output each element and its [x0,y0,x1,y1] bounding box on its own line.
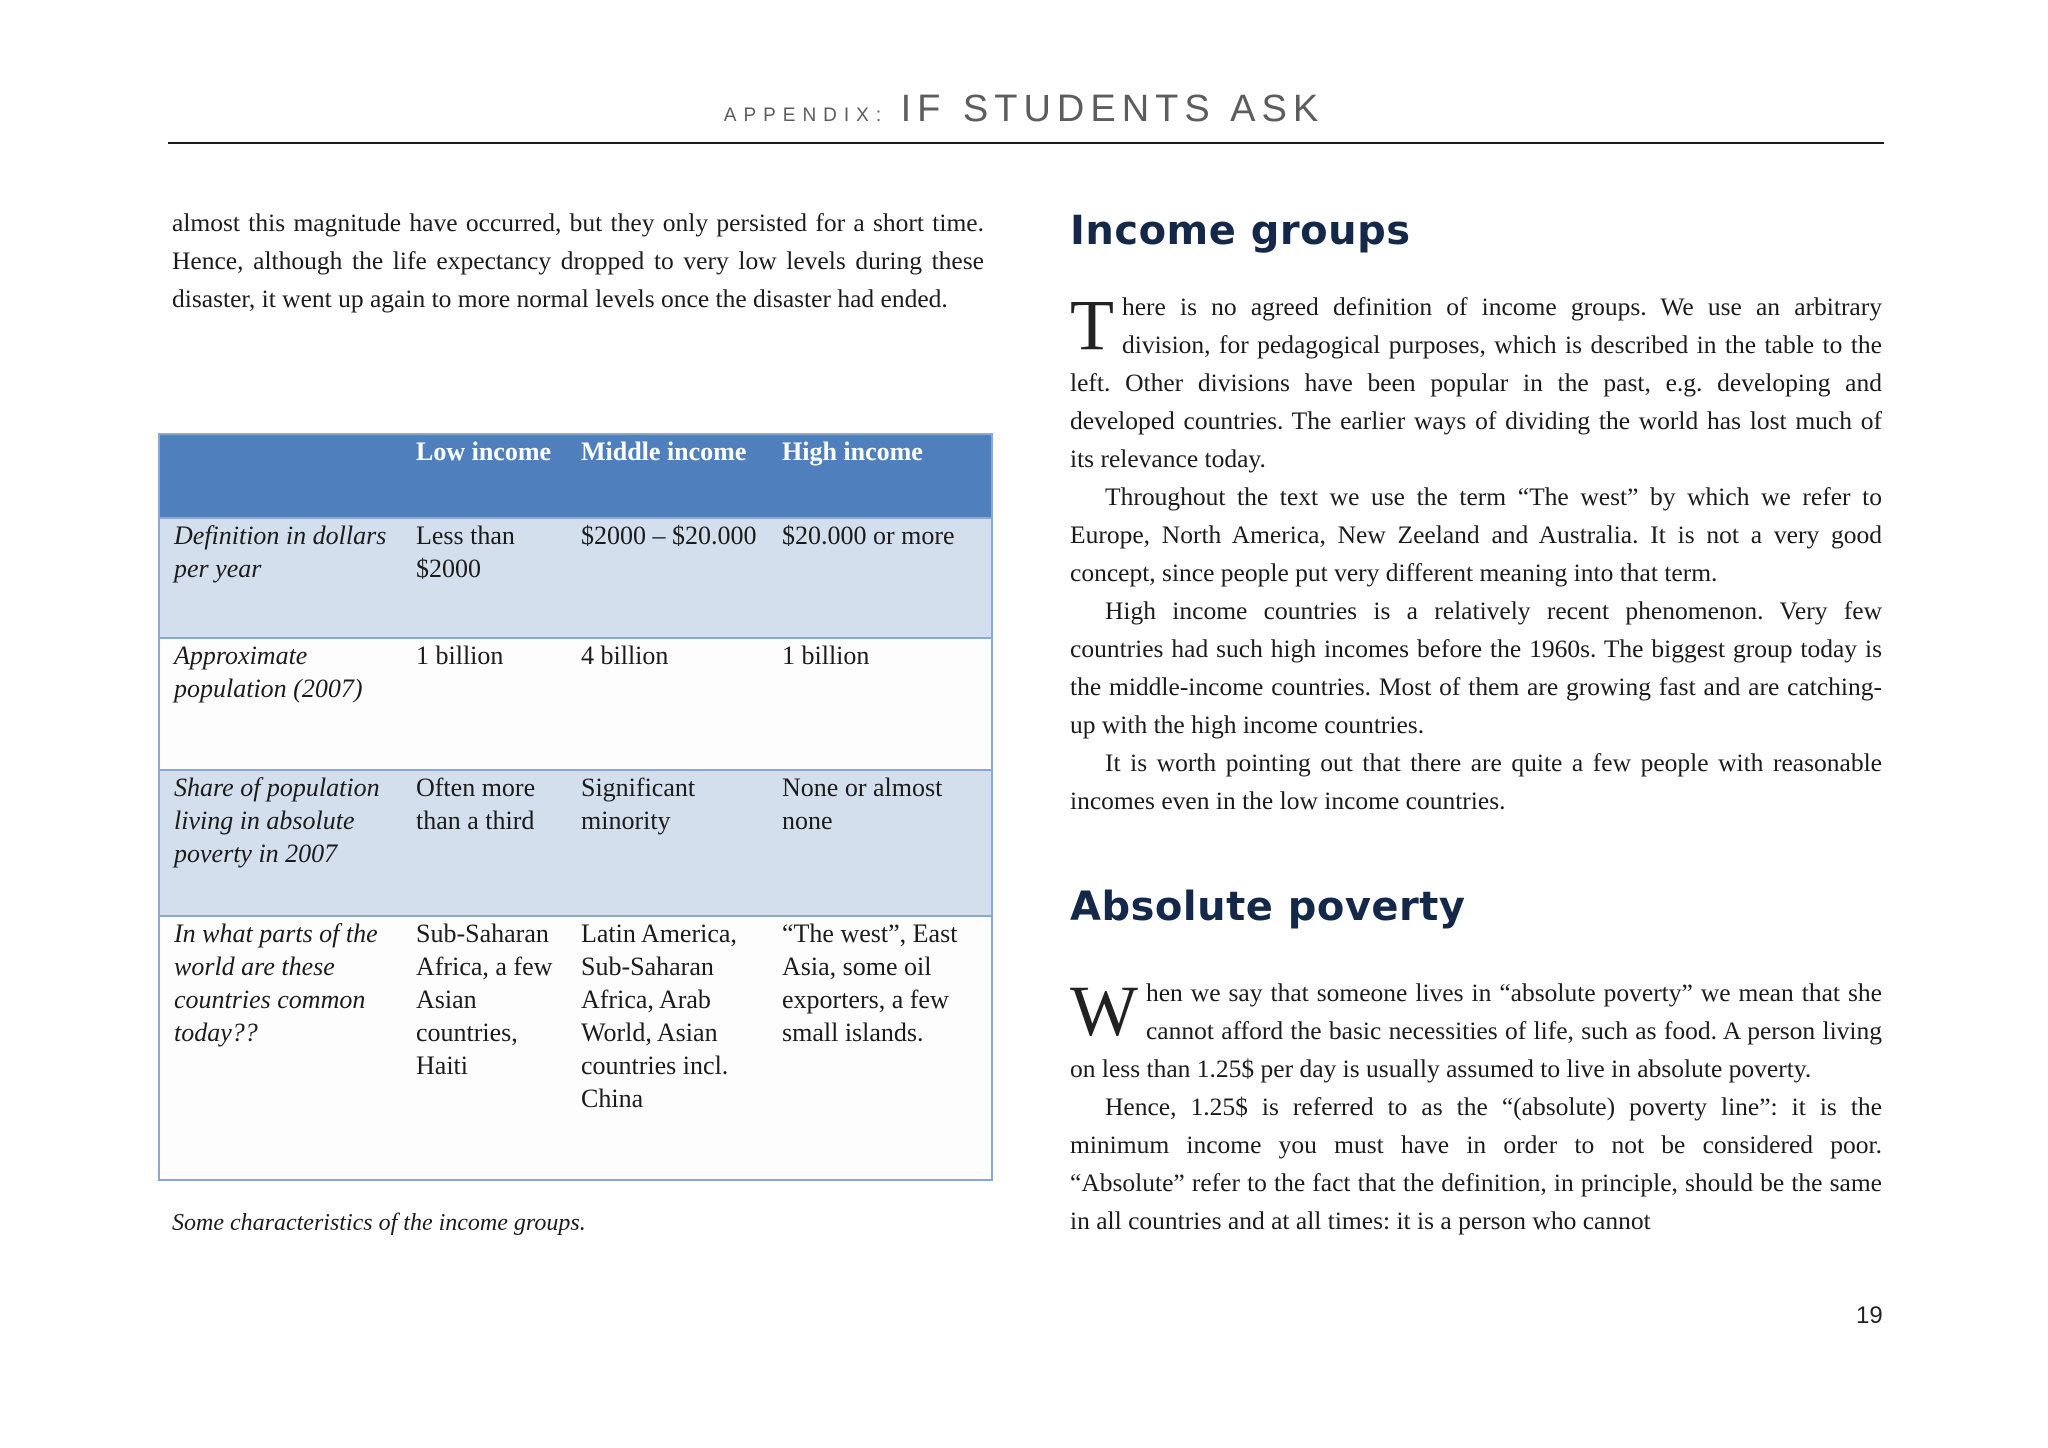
page-number: 19 [1856,1302,1883,1329]
table-cell: 1 billion [776,638,992,770]
row-label: Share of population living in absolute poverty in 2007 [159,770,410,916]
table-header-cell: High income [776,434,992,518]
absolute-poverty-para-1 [1070,971,1882,1088]
income-groups-section [1070,285,1882,820]
table-cell: $2000 – $20.000 [575,518,776,638]
table-header-cell: Low income [410,434,575,518]
income-groups-para-2: Throughout the text we use the term “The west” by which we refer to Europe, North America, New Zeeland and Australia. It is not a very good concept, since people put very different meaning into that term. [1070,482,1882,587]
table-row [159,638,992,770]
table-cell: Less than $2000 [410,518,575,638]
table-cell: $20.000 or more [776,518,992,638]
absolute-poverty-section [1070,971,1882,1240]
paragraph-text: here is no agreed definition of income groups. We use an arbitrary division, for pedagogical purposes, which is described in the table to the left. Other divisions have been popular in the past, e.g. developing and developed countries. The earlier ways of dividing the world has lost much of its relevance today. [1070,292,1882,473]
dropcap-letter: W [1070,971,1138,1051]
row-label: In what parts of the world are these countries common today?? [159,916,410,1180]
income-groups-para-4: It is worth pointing out that there are quite a few people with reasonable incomes even in the low income countries. [1070,748,1882,815]
table-cell: 1 billion [410,638,575,770]
income-groups-para-1 [1070,285,1882,478]
header-title: IF STUDENTS ASK [900,88,1325,130]
income-groups-para-3: High income countries is a relatively recent phenomenon. Very few countries had such high incomes before the 1960s. The biggest group today is the middle-income countries. Most of them are growing fast and are catching-up with the high income countries. [1070,596,1882,739]
table-header-cell: Middle income [575,434,776,518]
row-label: Definition in dollars per year [159,518,410,638]
absolute-poverty-para-2: Hence, 1.25$ is referred to as the “(absolute) poverty line”: it is the minimum income you must have in order to not be considered poor. “Absolute” refer to the fact that the definition, in principle, should be the same in all countries and at all times: it is a person who cannot [1070,1092,1882,1235]
absolute-poverty-heading: Absolute poverty [1070,884,1466,930]
table-cell: 4 billion [575,638,776,770]
table-header-cell [159,434,410,518]
table-cell: “The west”, East Asia, some oil exporters, a few small islands. [776,916,992,1180]
table-caption: Some characteristics of the income groups. [172,1210,586,1236]
page-header [0,88,2048,131]
table-row [159,518,992,638]
table-cell: Latin America, Sub-Saharan Africa, Arab World, Asian countries incl. China [575,916,776,1180]
table-row [159,770,992,916]
table-cell: Significant minority [575,770,776,916]
table-cell: None or almost none [776,770,992,916]
table-cell: Often more than a third [410,770,575,916]
income-groups-table [158,433,993,1181]
paragraph-text: hen we say that someone lives in “absolute poverty” we mean that she cannot afford the basic necessities of life, such as food. A person living on less than 1.25$ per day is usually assumed to live in absolute poverty. [1070,978,1882,1083]
header-rule [168,142,1884,144]
header-prefix: APPENDIX: [723,105,889,126]
table-cell: Sub-Saharan Africa, a few Asian countries, Haiti [410,916,575,1180]
income-groups-heading: Income groups [1070,208,1411,254]
table-header-row [159,434,992,518]
table-row [159,916,992,1180]
dropcap-letter: T [1070,285,1114,365]
row-label: Approximate population (2007) [159,638,410,770]
intro-paragraph: almost this magnitude have occurred, but they only persisted for a short time. Hence, although the life expectancy dropped to very low levels during these disaster, it went up again to more normal levels once the disaster had ended. [172,208,984,313]
